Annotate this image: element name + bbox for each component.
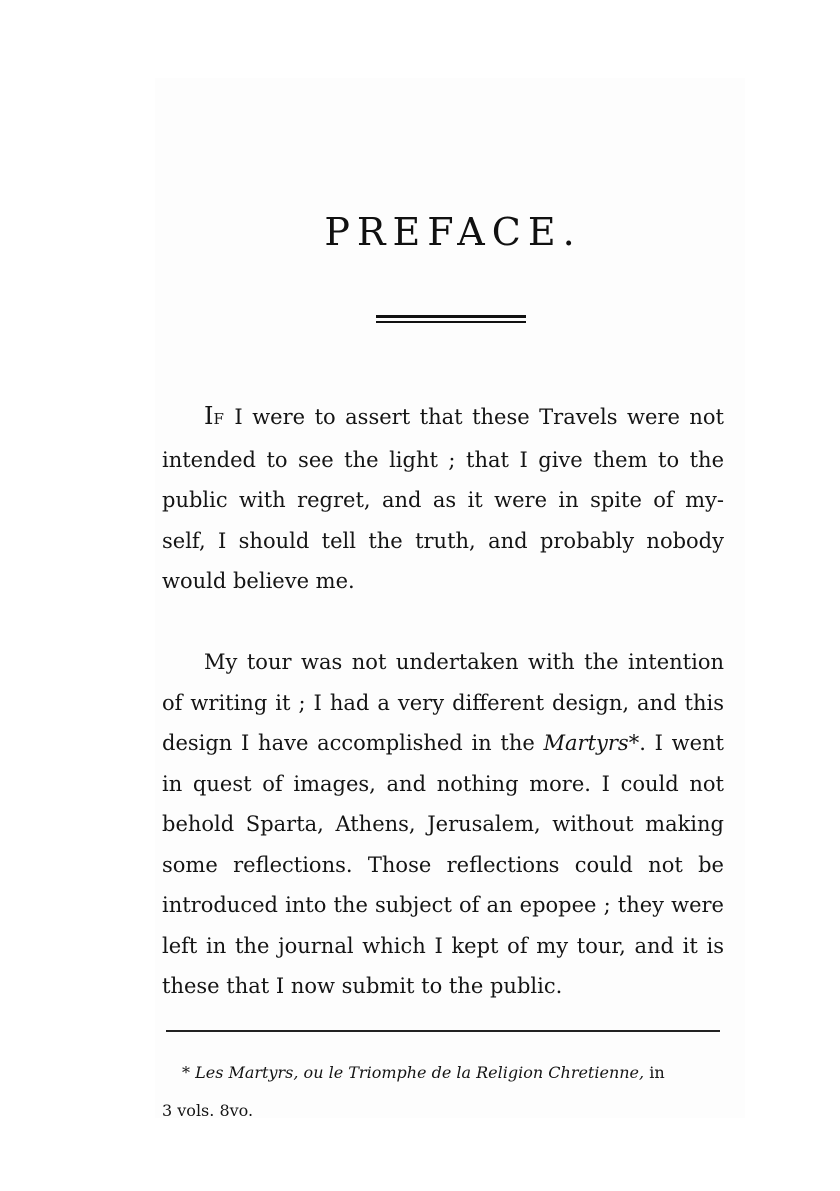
footnote [162, 1054, 722, 1130]
paragraph-2-line-9: these that I now submit to the public. [162, 974, 563, 998]
paragraph-1-line-5: would believe me. [162, 569, 355, 593]
title-rule-thin [376, 321, 526, 323]
paragraph-2-line-1: My tour was not undertaken with the intention [204, 650, 724, 674]
paragraph-1 [162, 396, 724, 602]
paragraph-2-line-3-start: design I have accomplished in the [162, 731, 544, 755]
martyrs-title-italic: Martyrs* [543, 731, 640, 755]
paragraph-2-line-3 [162, 723, 724, 764]
paragraph-1-line-1-text: I were to assert that these Travels were not [224, 405, 724, 429]
paragraph-2-line-6: some reflections. Those reflections could not be [162, 852, 724, 877]
paragraph-2 [162, 642, 724, 1007]
footnote-rule [166, 1030, 720, 1032]
page-title: PREFACE. [324, 210, 582, 254]
footnote-line-1 [162, 1054, 722, 1092]
title-rule-thick [376, 315, 526, 318]
paragraph-2-line-7: introduced into the subject of an epopee ; they were [162, 893, 724, 917]
paragraph-1-line-1 [162, 396, 724, 440]
footnote-after: in [644, 1063, 665, 1082]
dropcap-rest: F [213, 410, 225, 428]
paragraph-1-line-4: self, I should tell the truth, and probably nobody [162, 528, 724, 553]
paragraph-2-line-5: behold Sparta, Athens, Jerusalem, without making [162, 812, 724, 836]
paragraph-2-line-4: in quest of images, and nothing more. I could not [162, 771, 724, 796]
footnote-marker: * [182, 1063, 196, 1082]
paragraph-2-line-8: left in the journal which I kept of my tour, and it is [162, 933, 724, 958]
paragraph-1-line-2: intended to see the light ; that I give them to the [162, 447, 724, 472]
footnote-italic-title: Les Martyrs, ou le Triomphe de la Religion Chretienne, [195, 1063, 645, 1082]
dropcap-initial: I [204, 402, 214, 430]
footnote-line-2: 3 vols. 8vo. [162, 1101, 254, 1120]
paragraph-2-line-3-end: . I went [639, 731, 724, 755]
paragraph-1-line-3: public with regret, and as it were in spite of my- [162, 488, 724, 512]
paragraph-2-line-2: of writing it ; I had a very different design, and this [162, 690, 724, 715]
